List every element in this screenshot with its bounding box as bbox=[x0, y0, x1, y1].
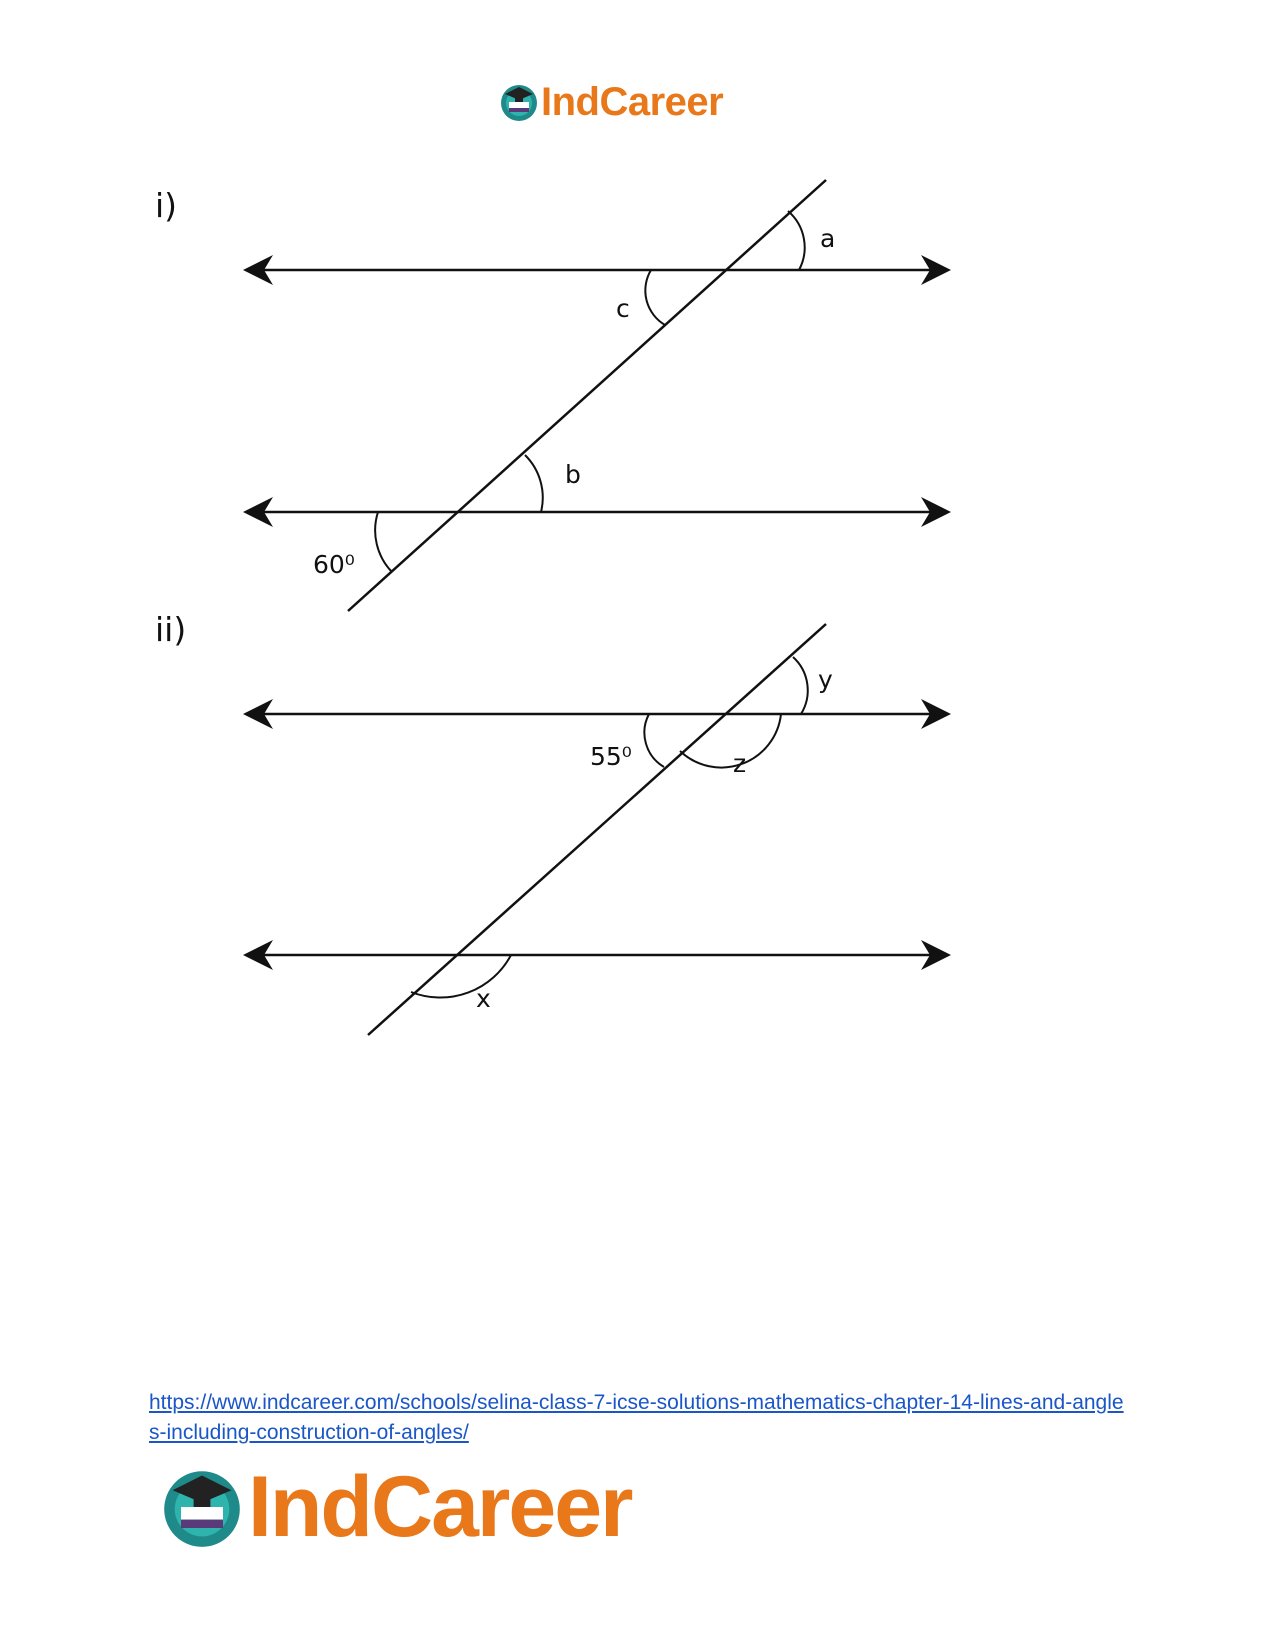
transversal bbox=[348, 180, 826, 611]
figure-label-ii: ii) bbox=[155, 610, 187, 649]
arc-60 bbox=[375, 512, 392, 572]
figure-i bbox=[246, 180, 948, 611]
arc-b bbox=[525, 455, 543, 512]
angle-label-c: c bbox=[616, 294, 630, 323]
angle-label-b: b bbox=[565, 460, 581, 489]
logo-wordmark: IndCareer bbox=[541, 79, 724, 124]
indcareer-logo-bottom[interactable] bbox=[160, 1458, 632, 1555]
arc-c bbox=[645, 270, 665, 325]
logo-wordmark: IndCareer bbox=[248, 1458, 632, 1555]
angle-label-x: x bbox=[476, 984, 491, 1013]
angle-label-z: z bbox=[733, 749, 747, 778]
arc-55 bbox=[644, 714, 664, 767]
arc-y bbox=[793, 657, 808, 714]
angle-label-a: a bbox=[820, 224, 836, 253]
arc-x bbox=[411, 955, 511, 998]
angle-label-60: 60⁰ bbox=[313, 550, 355, 579]
arc-a bbox=[788, 211, 805, 270]
figure-ii bbox=[246, 624, 948, 1035]
indcareer-emblem-icon bbox=[160, 1465, 244, 1549]
figure-label-i: i) bbox=[155, 186, 178, 225]
angle-label-55: 55⁰ bbox=[590, 742, 632, 771]
transversal bbox=[368, 624, 826, 1035]
angle-label-y: y bbox=[818, 665, 833, 694]
source-link[interactable]: https://www.indcareer.com/schools/selina-class-7-icse-solutions-mathematics-chapter-14-lines-and-angles-including-construction-of-angles/ bbox=[149, 1391, 1124, 1444]
